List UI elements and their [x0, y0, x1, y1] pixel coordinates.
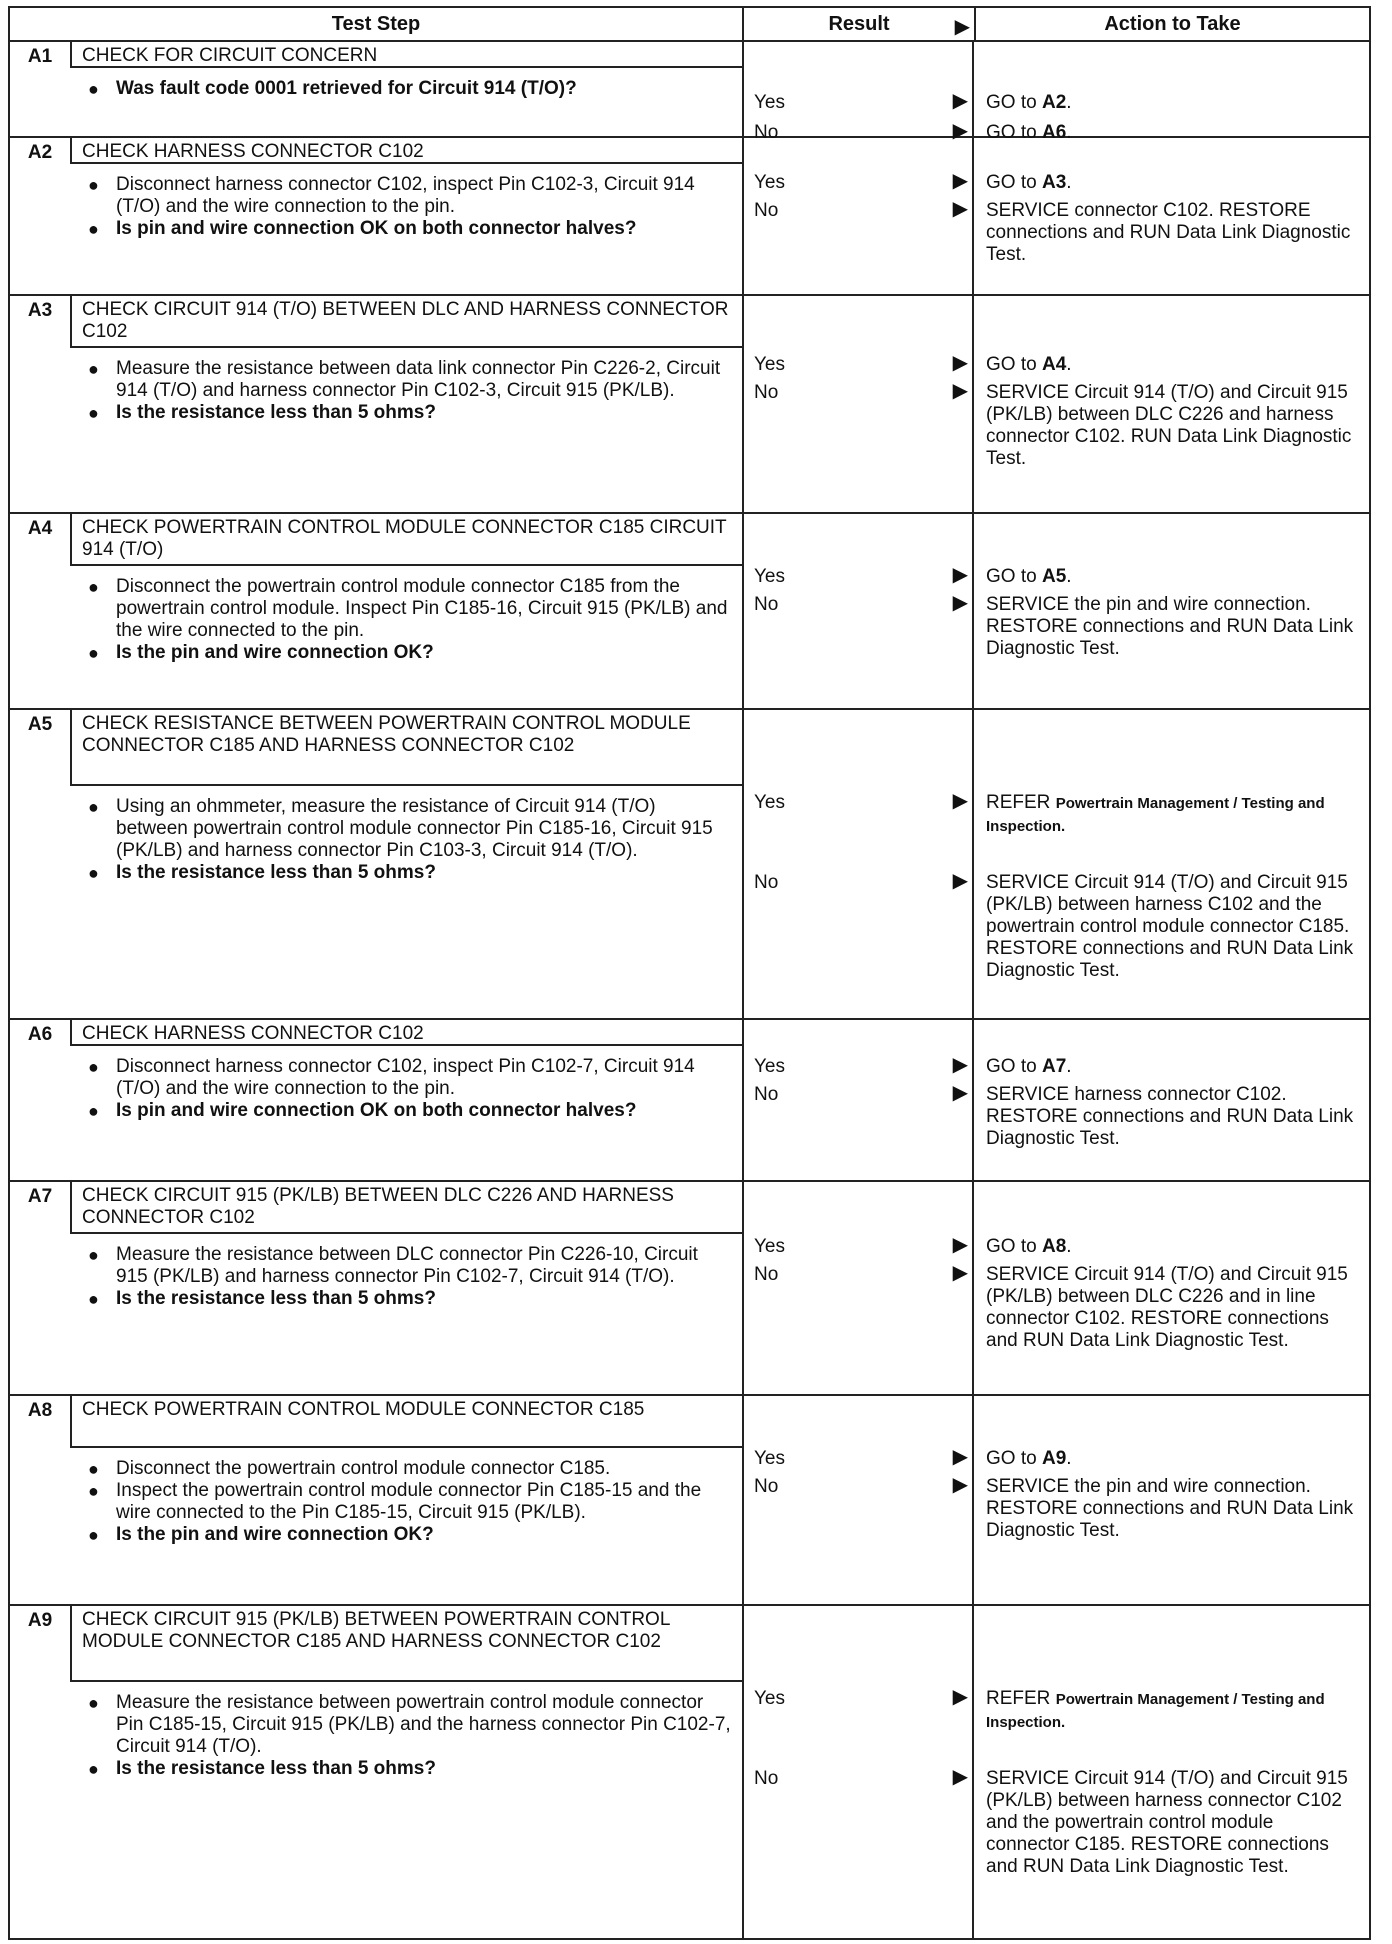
bullet-icon: ●	[88, 403, 99, 423]
instruction-bullet	[86, 642, 732, 664]
test-step-a4	[8, 514, 1371, 710]
action-yes	[986, 92, 1361, 114]
step-instructions	[70, 1686, 742, 1780]
step-title: CHECK POWERTRAIN CONTROL MODULE CONNECTOR C185	[70, 1396, 742, 1448]
step-instructions	[70, 352, 742, 424]
arrow-icon: ▶	[952, 564, 968, 586]
step-title: CHECK HARNESS CONNECTOR C102	[70, 138, 742, 164]
result-cell	[742, 42, 972, 143]
step-reference: A8	[1041, 1236, 1067, 1257]
bullet-icon: ●	[88, 577, 99, 597]
action-no	[986, 1768, 1361, 1878]
result-cell	[742, 138, 972, 294]
instruction-text: Is the resistance less than 5 ohms?	[116, 1758, 436, 1779]
bullet-icon: ●	[88, 1057, 99, 1077]
step-id: A7	[27, 1186, 53, 1207]
step-title: CHECK CIRCUIT 915 (PK/LB) BETWEEN DLC C226 AND HARNESS CONNECTOR C102	[70, 1182, 742, 1234]
instruction-text: Is the pin and wire connection OK?	[116, 642, 434, 663]
step-id-cell	[10, 296, 70, 512]
action-no	[986, 1264, 1361, 1352]
step-reference: A5	[1041, 566, 1067, 587]
arrow-icon: ▶	[952, 790, 968, 812]
step-title: CHECK CIRCUIT 915 (PK/LB) BETWEEN POWERTRAIN CONTROL MODULE CONNECTOR C185 AND HARNESS CONNECTOR C102	[70, 1606, 742, 1682]
step-title: CHECK HARNESS CONNECTOR C102	[70, 1020, 742, 1046]
bullet-icon: ●	[88, 1101, 99, 1121]
action-no	[986, 872, 1361, 982]
result-cell	[742, 296, 972, 512]
instruction-bullet	[86, 1524, 732, 1546]
arrow-icon: ▶	[952, 1446, 968, 1468]
action-text: SERVICE Circuit 914 (T/O) and Circuit 915 (PK/LB) between DLC C226 and harness connector C102. RUN Data Link Diagnostic Test.	[986, 382, 1352, 469]
action-yes	[986, 1236, 1361, 1258]
test-step-a2	[8, 138, 1371, 296]
result-no: No	[754, 1768, 779, 1789]
instruction-text: Is the resistance less than 5 ohms?	[116, 862, 436, 883]
step-id: A9	[27, 1610, 53, 1631]
step-id: A4	[27, 518, 53, 539]
bullet-icon: ●	[88, 1459, 99, 1479]
arrow-icon: ▶	[952, 380, 968, 402]
action-cell	[972, 1020, 1369, 1180]
test-step-a5	[8, 710, 1371, 1020]
instruction-text: Is pin and wire connection OK on both connector halves?	[116, 1100, 637, 1121]
step-id-cell	[10, 1396, 70, 1604]
result-no: No	[754, 1084, 779, 1105]
bullet-icon: ●	[88, 359, 99, 379]
bullet-icon: ●	[88, 863, 99, 883]
action-text: GO to	[986, 1056, 1042, 1077]
step-title: CHECK CIRCUIT 914 (T/O) BETWEEN DLC AND HARNESS CONNECTOR C102	[70, 296, 742, 348]
action-no	[986, 594, 1361, 660]
step-reference: A6	[1041, 122, 1067, 143]
instruction-bullet	[86, 1288, 732, 1310]
header-result	[744, 8, 974, 40]
action-text: GO to	[986, 1236, 1042, 1257]
step-id: A5	[27, 714, 53, 735]
action-yes	[986, 1056, 1361, 1078]
result-no: No	[754, 382, 779, 403]
instruction-bullet	[86, 402, 732, 424]
action-no	[986, 200, 1361, 266]
bullet-icon: ●	[88, 79, 99, 99]
action-cell	[972, 1606, 1369, 1938]
result-yes: Yes	[754, 1448, 785, 1469]
header-action: Action to Take	[974, 8, 1369, 40]
instruction-bullet	[86, 174, 732, 218]
result-cell	[742, 1182, 972, 1394]
action-text: SERVICE Circuit 914 (T/O) and Circuit 915 (PK/LB) between harness C102 and the powertrain control module connector C185. RESTORE connections and RUN Data Link Diagnostic Test.	[986, 872, 1354, 981]
instruction-bullet	[86, 1244, 732, 1288]
step-instructions	[70, 1050, 742, 1122]
table-header	[8, 6, 1371, 42]
arrow-icon: ▶	[952, 1766, 968, 1788]
bullet-icon: ●	[88, 1289, 99, 1309]
instruction-text: Using an ohmmeter, measure the resistance of Circuit 914 (T/O) between powertrain control module connector Pin C185-16, Circuit 915 (PK/LB) and harness connector Pin C103-3, Circuit 914 (T/O).	[116, 796, 713, 861]
action-yes	[986, 792, 1361, 838]
instruction-bullet	[86, 1692, 732, 1758]
action-suffix: .	[1066, 1448, 1072, 1469]
step-reference: A9	[1041, 1448, 1067, 1469]
instruction-text: Measure the resistance between powertrain control module connector Pin C185-15, Circuit 915 (PK/LB) and the harness connector Pin C102-7, Circuit 914 (T/O).	[116, 1692, 731, 1757]
bullet-icon: ●	[88, 1759, 99, 1779]
instruction-text: Disconnect the powertrain control module connector C185.	[116, 1458, 611, 1479]
result-no: No	[754, 200, 779, 221]
test-step-a1	[8, 42, 1371, 143]
action-suffix: .	[1066, 122, 1072, 143]
result-yes: Yes	[754, 1688, 785, 1709]
header-result-label: Result	[828, 12, 890, 35]
arrow-icon: ▶	[952, 352, 968, 374]
result-cell	[742, 1020, 972, 1180]
result-cell	[742, 710, 972, 1018]
step-reference: A7	[1041, 1056, 1067, 1077]
result-yes: Yes	[754, 354, 785, 375]
action-text: GO to	[986, 354, 1042, 375]
instruction-bullet	[86, 862, 732, 884]
bullet-icon: ●	[88, 1525, 99, 1545]
arrow-icon: ▶	[952, 592, 968, 614]
result-yes: Yes	[754, 1236, 785, 1257]
step-id: A6	[27, 1024, 53, 1045]
test-step-a7	[8, 1182, 1371, 1396]
step-id-cell	[10, 1606, 70, 1938]
step-instructions	[70, 72, 742, 100]
reference-text: Powertrain Management / Testing and Inspection.	[986, 1691, 1325, 1731]
action-yes	[986, 566, 1361, 588]
instruction-bullet	[86, 576, 732, 642]
result-cell	[742, 1396, 972, 1604]
instruction-text: Disconnect harness connector C102, inspect Pin C102-3, Circuit 914 (T/O) and the wire connection to the pin.	[116, 174, 695, 217]
step-reference: A3	[1041, 172, 1067, 193]
step-reference: A4	[1041, 354, 1067, 375]
step-id: A3	[27, 300, 53, 321]
result-no: No	[754, 122, 779, 143]
instruction-text: Is pin and wire connection OK on both connector halves?	[116, 218, 637, 239]
step-title: CHECK POWERTRAIN CONTROL MODULE CONNECTOR C185 CIRCUIT 914 (T/O)	[70, 514, 742, 566]
step-instructions	[70, 790, 742, 884]
arrow-icon: ▶	[952, 1686, 968, 1708]
arrow-icon: ▶	[952, 198, 968, 220]
result-yes: Yes	[754, 172, 785, 193]
step-id: A8	[27, 1400, 53, 1421]
instruction-bullet	[86, 1056, 732, 1100]
action-suffix: .	[1066, 566, 1072, 587]
result-no: No	[754, 1264, 779, 1285]
step-title: CHECK FOR CIRCUIT CONCERN	[70, 42, 742, 68]
instruction-text: Is the resistance less than 5 ohms?	[116, 402, 436, 423]
step-instructions	[70, 570, 742, 664]
step-id-cell	[10, 1020, 70, 1180]
test-step-a8	[8, 1396, 1371, 1606]
bullet-icon: ●	[88, 1693, 99, 1713]
reference-text: Powertrain Management / Testing and Inspection.	[986, 795, 1325, 835]
step-instructions	[70, 1452, 742, 1546]
instruction-text: Disconnect the powertrain control module connector C185 from the powertrain control module. Inspect Pin C185-16, Circuit 915 (PK/LB) and the wire connected to the pin.	[116, 576, 728, 641]
instruction-bullet	[86, 1480, 732, 1524]
action-text: REFER	[986, 1688, 1056, 1709]
action-cell	[972, 514, 1369, 708]
bullet-icon: ●	[88, 1245, 99, 1265]
instruction-bullet	[86, 358, 732, 402]
action-text: REFER	[986, 792, 1056, 813]
result-no: No	[754, 594, 779, 615]
step-id: A1	[27, 46, 53, 67]
instruction-text: Is the resistance less than 5 ohms?	[116, 1288, 436, 1309]
action-suffix: .	[1066, 1236, 1072, 1257]
action-suffix: .	[1066, 354, 1072, 375]
bullet-icon: ●	[88, 797, 99, 817]
instruction-text: Disconnect harness connector C102, inspect Pin C102-7, Circuit 914 (T/O) and the wire connection to the pin.	[116, 1056, 695, 1099]
instruction-bullet	[86, 796, 732, 862]
action-cell	[972, 296, 1369, 512]
arrow-icon: ▶	[954, 16, 970, 38]
test-step-a3	[8, 296, 1371, 514]
arrow-icon: ▶	[952, 120, 968, 142]
bullet-icon: ●	[88, 1481, 99, 1501]
action-yes	[986, 354, 1361, 376]
step-id-cell	[10, 710, 70, 1018]
action-text: SERVICE harness connector C102. RESTORE connections and RUN Data Link Diagnostic Test.	[986, 1084, 1354, 1149]
result-yes: Yes	[754, 92, 785, 113]
step-instructions	[70, 1238, 742, 1310]
result-cell	[742, 1606, 972, 1938]
action-suffix: .	[1066, 172, 1072, 193]
action-text: SERVICE the pin and wire connection. RESTORE connections and RUN Data Link Diagnostic Test.	[986, 594, 1354, 659]
result-yes: Yes	[754, 1056, 785, 1077]
instruction-text: Measure the resistance between DLC connector Pin C226-10, Circuit 915 (PK/LB) and harness connector Pin C102-7, Circuit 914 (T/O).	[116, 1244, 698, 1287]
action-no	[986, 1476, 1361, 1542]
action-text: SERVICE Circuit 914 (T/O) and Circuit 915 (PK/LB) between DLC C226 and in line connector C102. RESTORE connections and RUN Data Link Diagnostic Test.	[986, 1264, 1348, 1351]
bullet-icon: ●	[88, 175, 99, 195]
step-id: A2	[27, 142, 53, 163]
step-id-cell	[10, 138, 70, 294]
arrow-icon: ▶	[952, 870, 968, 892]
step-reference: A2	[1041, 92, 1067, 113]
action-text: GO to	[986, 172, 1042, 193]
action-cell	[972, 138, 1369, 294]
action-text: GO to	[986, 92, 1042, 113]
result-cell	[742, 514, 972, 708]
bullet-icon: ●	[88, 219, 99, 239]
result-no: No	[754, 872, 779, 893]
action-text: GO to	[986, 122, 1042, 143]
result-no: No	[754, 1476, 779, 1497]
result-yes: Yes	[754, 566, 785, 587]
test-step-a6	[8, 1020, 1371, 1182]
action-no	[986, 1084, 1361, 1150]
instruction-bullet	[86, 78, 732, 100]
instruction-text: Is the pin and wire connection OK?	[116, 1524, 434, 1545]
instruction-bullet	[86, 1758, 732, 1780]
arrow-icon: ▶	[952, 1054, 968, 1076]
action-text: SERVICE Circuit 914 (T/O) and Circuit 915 (PK/LB) between harness connector C102 and the powertrain control module connector C185. RESTORE connections and RUN Data Link Diagnostic Test.	[986, 1768, 1348, 1877]
action-cell	[972, 42, 1369, 143]
instruction-bullet	[86, 1458, 732, 1480]
test-step-a9	[8, 1606, 1371, 1940]
step-instructions	[70, 168, 742, 240]
action-cell	[972, 1182, 1369, 1394]
action-yes	[986, 1688, 1361, 1734]
action-text: GO to	[986, 1448, 1042, 1469]
arrow-icon: ▶	[952, 1262, 968, 1284]
instruction-bullet	[86, 218, 732, 240]
header-test-step: Test Step	[10, 8, 744, 40]
action-suffix: .	[1066, 92, 1072, 113]
arrow-icon: ▶	[952, 1234, 968, 1256]
arrow-icon: ▶	[952, 1474, 968, 1496]
step-id-cell	[10, 514, 70, 708]
instruction-text: Inspect the powertrain control module connector Pin C185-15 and the wire connected to the Pin C185-15, Circuit 915 (PK/LB).	[116, 1480, 702, 1523]
action-text: SERVICE connector C102. RESTORE connections and RUN Data Link Diagnostic Test.	[986, 200, 1351, 265]
action-yes	[986, 172, 1361, 194]
arrow-icon: ▶	[952, 90, 968, 112]
bullet-icon: ●	[88, 643, 99, 663]
step-id-cell	[10, 1182, 70, 1394]
action-text: SERVICE the pin and wire connection. RESTORE connections and RUN Data Link Diagnostic Test.	[986, 1476, 1354, 1541]
instruction-text: Measure the resistance between data link connector Pin C226-2, Circuit 914 (T/O) and harness connector Pin C102-3, Circuit 915 (PK/LB).	[116, 358, 721, 401]
step-title: CHECK RESISTANCE BETWEEN POWERTRAIN CONTROL MODULE CONNECTOR C185 AND HARNESS CONNECTOR C102	[70, 710, 742, 786]
action-cell	[972, 1396, 1369, 1604]
diagnostic-table	[8, 6, 1371, 1940]
arrow-icon: ▶	[952, 170, 968, 192]
result-yes: Yes	[754, 792, 785, 813]
arrow-icon: ▶	[952, 1082, 968, 1104]
action-cell	[972, 710, 1369, 1018]
instruction-bullet	[86, 1100, 732, 1122]
action-text: GO to	[986, 566, 1042, 587]
instruction-text: Was fault code 0001 retrieved for Circuit 914 (T/O)?	[116, 78, 577, 99]
action-suffix: .	[1066, 1056, 1072, 1077]
action-yes	[986, 1448, 1361, 1470]
action-no	[986, 382, 1361, 470]
step-id-cell	[10, 42, 70, 136]
